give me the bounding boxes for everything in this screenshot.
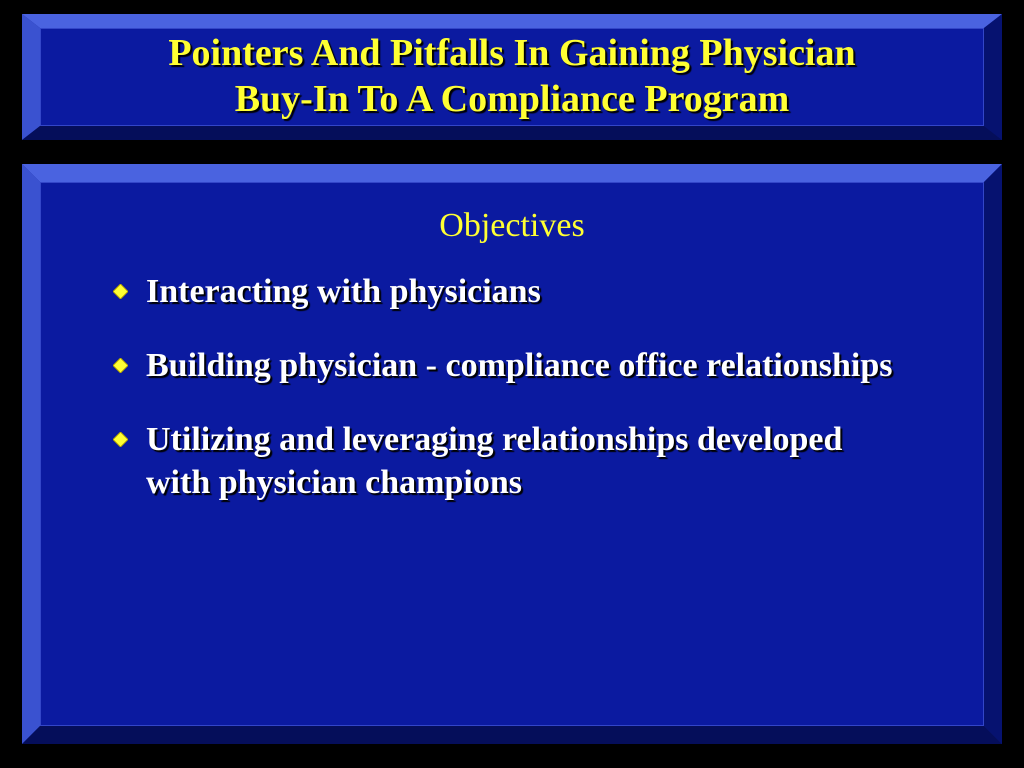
title-line-2: Buy-In To A Compliance Program: [234, 78, 790, 120]
list-item-text: Interacting with physicians: [146, 273, 541, 310]
objectives-list: [110, 270, 900, 535]
diamond-bullet-icon: [113, 358, 128, 373]
objectives-heading: Objectives: [439, 207, 585, 244]
slide-title: [40, 30, 984, 122]
list-item-text: Utilizing and leveraging relationships developed with physician champions: [146, 421, 843, 501]
title-line-1: Pointers And Pitfalls In Gaining Physician: [168, 32, 856, 74]
diamond-bullet-icon: [113, 284, 128, 299]
diamond-bullet-icon: [113, 432, 128, 447]
list-item-text: Building physician - compliance office relationships: [146, 347, 893, 384]
list-item: [110, 344, 900, 387]
list-item: [110, 418, 900, 504]
list-item: [110, 270, 900, 313]
